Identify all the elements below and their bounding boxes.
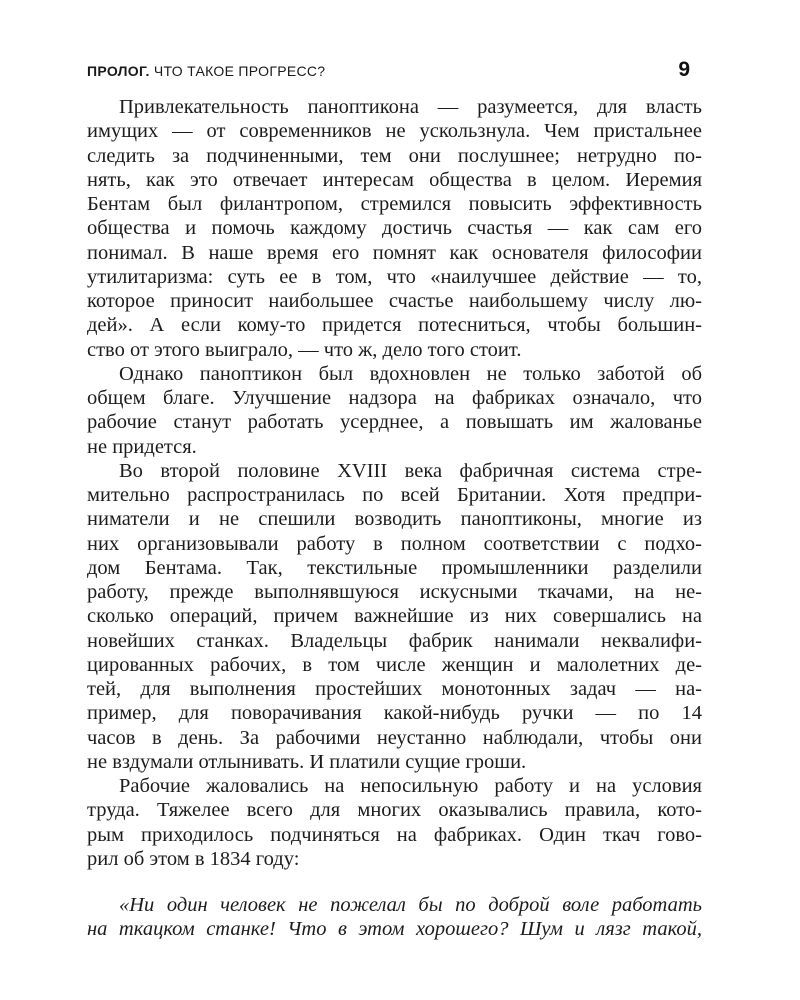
text-line: тей, для выполнения простейших монотонных задач — на- <box>87 678 702 700</box>
quote-line: на ткацком станке! Что в этом хорошего? Шум и лязг такой, <box>87 918 702 941</box>
text-line: рил об этом в 1834 году: <box>87 847 300 870</box>
text-line: ниматели и не спешили возводить паноптиконы, многие из <box>87 508 702 531</box>
text-line: общества и помочь каждому достичь счастья — как сам его <box>87 217 702 240</box>
text-line: труда. Тяжелее всего для многих оказывались правила, кото- <box>87 799 702 822</box>
page-number: 9 <box>678 58 690 81</box>
paragraph-2 <box>87 362 702 459</box>
paragraph-3 <box>87 459 702 774</box>
text-line: Рабочие жаловались на непосильную работу и на условия <box>119 775 702 797</box>
chapter-heading <box>87 63 325 79</box>
text-line: общем благе. Улучшение надзора на фабриках означало, что <box>87 387 702 409</box>
text-line: сколько операций, причем важнейшие из них совершались на <box>87 605 702 628</box>
chapter-title: ЧТО ТАКОЕ ПРОГРЕСС? <box>153 63 326 79</box>
paragraph-4 <box>87 774 702 871</box>
text-line: мительно распространилась по всей Британии. Хотя предпри- <box>87 484 702 506</box>
text-line: дей». А если кому-то придется потесниться, чтобы большин- <box>87 314 702 337</box>
chapter-label: ПРОЛОГ. <box>87 63 150 79</box>
text-line: пример, для поворачивания какой-нибудь ручки — по 14 <box>87 702 702 725</box>
text-line: ство от этого выиграло, — что ж, дело того стоит. <box>87 338 522 361</box>
text-line: имущих — от современников не ускользнула. Чем пристальнее <box>87 120 702 143</box>
text-line: Однако паноптикон был вдохновлен не только заботой об <box>119 362 702 385</box>
text-line: не вздумали отлынивать. И платили сущие гроши. <box>87 750 527 773</box>
text-line: понимал. В наше время его помнят как основателя философии <box>87 241 702 264</box>
text-line: Привлекательность паноптикона — разумеется, для власть <box>119 96 702 118</box>
text-line: них организовывали работу в полном соответствии с подхо- <box>87 532 702 555</box>
text-line: нять, как это отвечает интересам общества в целом. Иеремия <box>87 168 702 191</box>
text-line: дом Бентама. Так, текстильные промышленники разделили <box>87 556 702 579</box>
text-line: следить за подчиненными, тем они послушнее; нетрудно по- <box>87 144 702 167</box>
text-line: рабочие станут работать усерднее, а повышать им жалованье <box>87 411 702 434</box>
text-line: которое приносит наибольшее счастье наибольшему числу лю- <box>87 290 702 312</box>
text-line: рым приходилось подчиняться на фабриках. Один ткач гово- <box>87 823 702 846</box>
text-line: новейших станках. Владельцы фабрик нанимали неквалифи- <box>87 629 702 652</box>
text-line: часов в день. За рабочими неустанно наблюдали, чтобы они <box>87 726 702 749</box>
body-text <box>87 95 702 942</box>
text-line: утилитаризма: суть ее в том, что «наилучшее действие — то, <box>87 265 702 288</box>
text-line: цированных рабочих, в том числе женщин и малолетних де- <box>87 653 702 676</box>
quote-line: «Ни один человек не пожелал бы по доброй воле работать <box>119 894 702 916</box>
running-head <box>87 58 690 82</box>
text-line: работу, прежде выполнявшуюся искусными ткачами, на не- <box>87 581 702 603</box>
paragraph-1 <box>87 95 702 362</box>
text-line: не придется. <box>87 435 197 458</box>
text-line: Бентам был филантропом, стремился повысить эффективность <box>87 193 702 215</box>
text-line: Во второй половине XVIII века фабричная система стре- <box>119 459 702 482</box>
block-quote <box>87 893 702 942</box>
